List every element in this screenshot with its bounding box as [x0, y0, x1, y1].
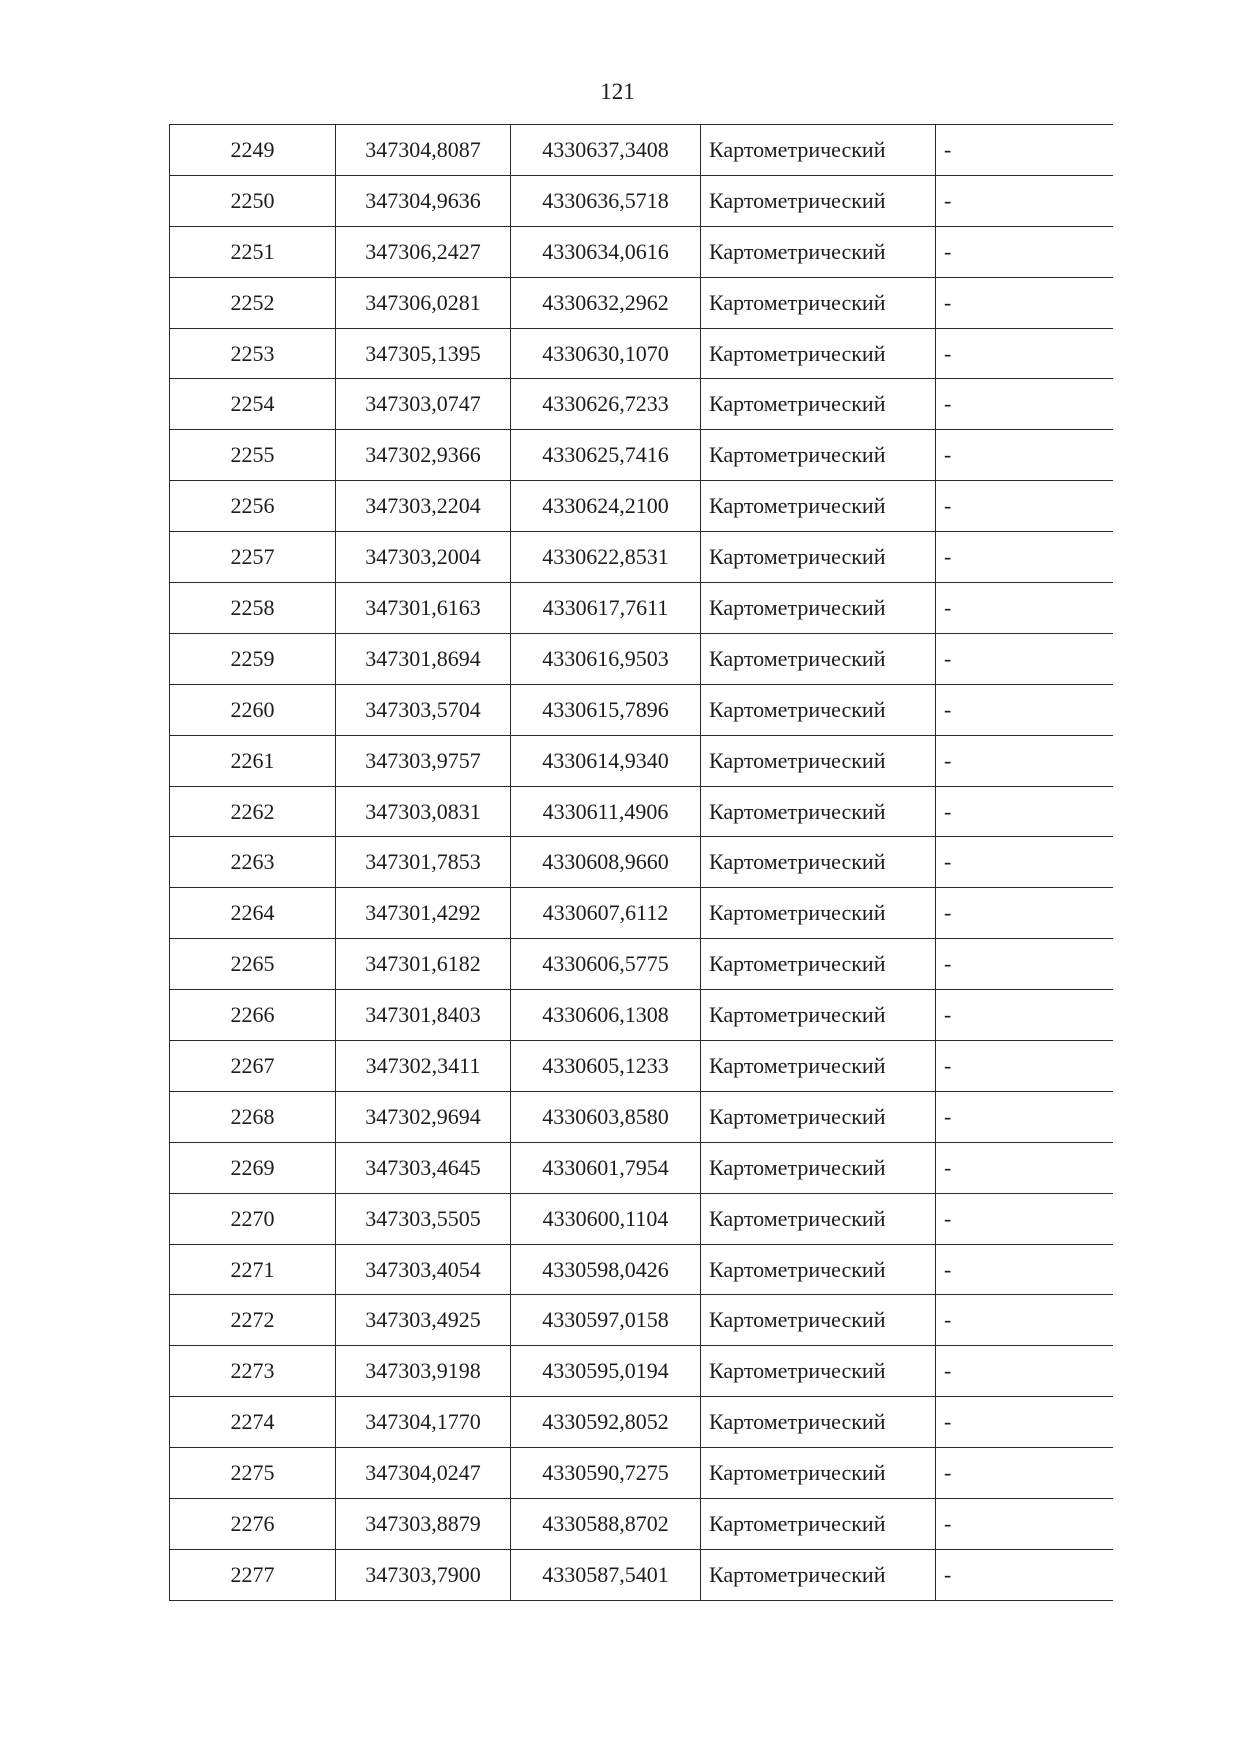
y-coordinate-cell: 4330615,7896 [511, 684, 701, 735]
table-row [170, 1448, 1113, 1499]
table-row [170, 633, 1113, 684]
y-coordinate-cell: 4330598,0426 [511, 1244, 701, 1295]
point-number-cell: 2250 [170, 175, 336, 226]
table-row [170, 226, 1113, 277]
note-cell: - [936, 1346, 1113, 1397]
point-number-cell: 2249 [170, 125, 336, 176]
y-coordinate-cell: 4330606,1308 [511, 990, 701, 1041]
method-cell: Картометрический [701, 684, 936, 735]
point-number-cell: 2257 [170, 532, 336, 583]
x-coordinate-cell: 347306,0281 [336, 277, 511, 328]
x-coordinate-cell: 347303,0831 [336, 786, 511, 837]
coordinates-table [169, 124, 1113, 1601]
x-coordinate-cell: 347302,9694 [336, 1091, 511, 1142]
method-cell: Картометрический [701, 226, 936, 277]
note-cell: - [936, 1448, 1113, 1499]
table-row [170, 1295, 1113, 1346]
point-number-cell: 2266 [170, 990, 336, 1041]
y-coordinate-cell: 4330634,0616 [511, 226, 701, 277]
y-coordinate-cell: 4330607,6112 [511, 888, 701, 939]
y-coordinate-cell: 4330590,7275 [511, 1448, 701, 1499]
table-row [170, 735, 1113, 786]
note-cell: - [936, 481, 1113, 532]
note-cell: - [936, 888, 1113, 939]
y-coordinate-cell: 4330601,7954 [511, 1142, 701, 1193]
table-row [170, 175, 1113, 226]
note-cell: - [936, 125, 1113, 176]
note-cell: - [936, 328, 1113, 379]
note-cell: - [936, 277, 1113, 328]
x-coordinate-cell: 347303,9198 [336, 1346, 511, 1397]
method-cell: Картометрический [701, 1041, 936, 1092]
x-coordinate-cell: 347303,7900 [336, 1549, 511, 1600]
point-number-cell: 2276 [170, 1499, 336, 1550]
table-row [170, 430, 1113, 481]
x-coordinate-cell: 347304,9636 [336, 175, 511, 226]
method-cell: Картометрический [701, 1448, 936, 1499]
table-row [170, 684, 1113, 735]
y-coordinate-cell: 4330606,5775 [511, 939, 701, 990]
note-cell: - [936, 1499, 1113, 1550]
x-coordinate-cell: 347304,8087 [336, 125, 511, 176]
x-coordinate-cell: 347301,4292 [336, 888, 511, 939]
table-row [170, 1346, 1113, 1397]
point-number-cell: 2260 [170, 684, 336, 735]
point-number-cell: 2271 [170, 1244, 336, 1295]
point-number-cell: 2262 [170, 786, 336, 837]
note-cell: - [936, 633, 1113, 684]
method-cell: Картометрический [701, 481, 936, 532]
point-number-cell: 2275 [170, 1448, 336, 1499]
point-number-cell: 2252 [170, 277, 336, 328]
method-cell: Картометрический [701, 633, 936, 684]
coordinates-table-body [170, 125, 1113, 1601]
x-coordinate-cell: 347303,9757 [336, 735, 511, 786]
x-coordinate-cell: 347301,8403 [336, 990, 511, 1041]
note-cell: - [936, 939, 1113, 990]
note-cell: - [936, 684, 1113, 735]
point-number-cell: 2274 [170, 1397, 336, 1448]
note-cell: - [936, 1142, 1113, 1193]
method-cell: Картометрический [701, 735, 936, 786]
y-coordinate-cell: 4330614,9340 [511, 735, 701, 786]
y-coordinate-cell: 4330622,8531 [511, 532, 701, 583]
x-coordinate-cell: 347302,9366 [336, 430, 511, 481]
x-coordinate-cell: 347302,3411 [336, 1041, 511, 1092]
note-cell: - [936, 430, 1113, 481]
method-cell: Картометрический [701, 939, 936, 990]
y-coordinate-cell: 4330616,9503 [511, 633, 701, 684]
method-cell: Картометрический [701, 1549, 936, 1600]
method-cell: Картометрический [701, 837, 936, 888]
method-cell: Картометрический [701, 430, 936, 481]
method-cell: Картометрический [701, 1142, 936, 1193]
note-cell: - [936, 786, 1113, 837]
table-row [170, 1091, 1113, 1142]
note-cell: - [936, 1244, 1113, 1295]
point-number-cell: 2253 [170, 328, 336, 379]
y-coordinate-cell: 4330632,2962 [511, 277, 701, 328]
table-row [170, 1041, 1113, 1092]
y-coordinate-cell: 4330595,0194 [511, 1346, 701, 1397]
point-number-cell: 2261 [170, 735, 336, 786]
x-coordinate-cell: 347303,8879 [336, 1499, 511, 1550]
method-cell: Картометрический [701, 175, 936, 226]
table-row [170, 990, 1113, 1041]
x-coordinate-cell: 347303,5505 [336, 1193, 511, 1244]
x-coordinate-cell: 347303,0747 [336, 379, 511, 430]
method-cell: Картометрический [701, 583, 936, 634]
table-row [170, 277, 1113, 328]
x-coordinate-cell: 347303,4054 [336, 1244, 511, 1295]
y-coordinate-cell: 4330588,8702 [511, 1499, 701, 1550]
method-cell: Картометрический [701, 379, 936, 430]
table-row [170, 481, 1113, 532]
table-row [170, 786, 1113, 837]
x-coordinate-cell: 347303,4645 [336, 1142, 511, 1193]
table-row [170, 1142, 1113, 1193]
method-cell: Картометрический [701, 277, 936, 328]
method-cell: Картометрический [701, 990, 936, 1041]
method-cell: Картометрический [701, 532, 936, 583]
y-coordinate-cell: 4330617,7611 [511, 583, 701, 634]
method-cell: Картометрический [701, 125, 936, 176]
y-coordinate-cell: 4330625,7416 [511, 430, 701, 481]
point-number-cell: 2259 [170, 633, 336, 684]
table-row [170, 1244, 1113, 1295]
table-row [170, 1397, 1113, 1448]
method-cell: Картометрический [701, 1499, 936, 1550]
method-cell: Картометрический [701, 1295, 936, 1346]
note-cell: - [936, 1295, 1113, 1346]
point-number-cell: 2258 [170, 583, 336, 634]
note-cell: - [936, 1397, 1113, 1448]
note-cell: - [936, 1549, 1113, 1600]
x-coordinate-cell: 347301,7853 [336, 837, 511, 888]
note-cell: - [936, 583, 1113, 634]
point-number-cell: 2256 [170, 481, 336, 532]
method-cell: Картометрический [701, 328, 936, 379]
table-row [170, 532, 1113, 583]
x-coordinate-cell: 347301,6163 [336, 583, 511, 634]
method-cell: Картометрический [701, 1193, 936, 1244]
y-coordinate-cell: 4330587,5401 [511, 1549, 701, 1600]
point-number-cell: 2273 [170, 1346, 336, 1397]
page-number: 121 [600, 79, 635, 104]
note-cell: - [936, 990, 1113, 1041]
y-coordinate-cell: 4330624,2100 [511, 481, 701, 532]
x-coordinate-cell: 347303,5704 [336, 684, 511, 735]
x-coordinate-cell: 347303,2204 [336, 481, 511, 532]
table-row [170, 837, 1113, 888]
x-coordinate-cell: 347305,1395 [336, 328, 511, 379]
x-coordinate-cell: 347301,8694 [336, 633, 511, 684]
y-coordinate-cell: 4330630,1070 [511, 328, 701, 379]
y-coordinate-cell: 4330626,7233 [511, 379, 701, 430]
y-coordinate-cell: 4330608,9660 [511, 837, 701, 888]
x-coordinate-cell: 347304,0247 [336, 1448, 511, 1499]
x-coordinate-cell: 347301,6182 [336, 939, 511, 990]
point-number-cell: 2251 [170, 226, 336, 277]
y-coordinate-cell: 4330592,8052 [511, 1397, 701, 1448]
note-cell: - [936, 532, 1113, 583]
point-number-cell: 2254 [170, 379, 336, 430]
x-coordinate-cell: 347304,1770 [336, 1397, 511, 1448]
method-cell: Картометрический [701, 888, 936, 939]
method-cell: Картометрический [701, 786, 936, 837]
point-number-cell: 2277 [170, 1549, 336, 1600]
x-coordinate-cell: 347303,2004 [336, 532, 511, 583]
y-coordinate-cell: 4330611,4906 [511, 786, 701, 837]
method-cell: Картометрический [701, 1397, 936, 1448]
method-cell: Картометрический [701, 1244, 936, 1295]
note-cell: - [936, 735, 1113, 786]
table-row [170, 583, 1113, 634]
point-number-cell: 2263 [170, 837, 336, 888]
table-row [170, 379, 1113, 430]
point-number-cell: 2270 [170, 1193, 336, 1244]
table-row [170, 1549, 1113, 1600]
point-number-cell: 2255 [170, 430, 336, 481]
y-coordinate-cell: 4330597,0158 [511, 1295, 701, 1346]
point-number-cell: 2268 [170, 1091, 336, 1142]
table-row [170, 888, 1113, 939]
point-number-cell: 2269 [170, 1142, 336, 1193]
y-coordinate-cell: 4330605,1233 [511, 1041, 701, 1092]
table-row [170, 125, 1113, 176]
method-cell: Картометрический [701, 1091, 936, 1142]
point-number-cell: 2265 [170, 939, 336, 990]
note-cell: - [936, 379, 1113, 430]
y-coordinate-cell: 4330637,3408 [511, 125, 701, 176]
y-coordinate-cell: 4330603,8580 [511, 1091, 701, 1142]
note-cell: - [936, 837, 1113, 888]
note-cell: - [936, 1193, 1113, 1244]
y-coordinate-cell: 4330600,1104 [511, 1193, 701, 1244]
note-cell: - [936, 1091, 1113, 1142]
y-coordinate-cell: 4330636,5718 [511, 175, 701, 226]
table-row [170, 328, 1113, 379]
x-coordinate-cell: 347303,4925 [336, 1295, 511, 1346]
note-cell: - [936, 226, 1113, 277]
point-number-cell: 2267 [170, 1041, 336, 1092]
note-cell: - [936, 175, 1113, 226]
table-row [170, 939, 1113, 990]
table-row [170, 1499, 1113, 1550]
point-number-cell: 2264 [170, 888, 336, 939]
point-number-cell: 2272 [170, 1295, 336, 1346]
note-cell: - [936, 1041, 1113, 1092]
x-coordinate-cell: 347306,2427 [336, 226, 511, 277]
method-cell: Картометрический [701, 1346, 936, 1397]
table-row [170, 1193, 1113, 1244]
